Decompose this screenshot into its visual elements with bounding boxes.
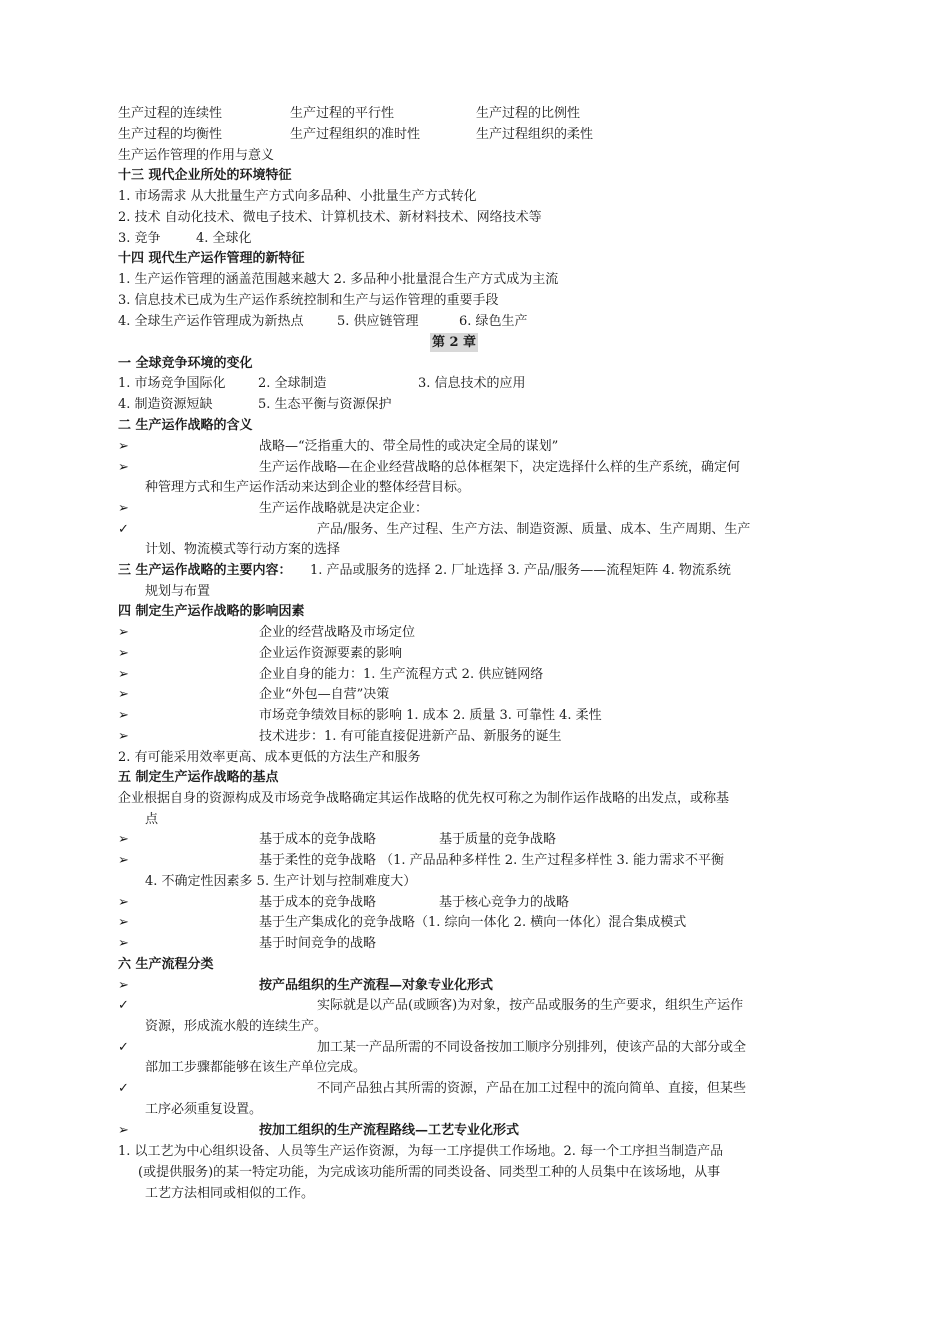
text-line: 2. 全球制造 <box>258 376 327 391</box>
text-line: 生产过程组织的柔性 <box>476 127 594 142</box>
text-line: 3. 竞争 <box>118 231 161 246</box>
text-line: 4. 不确定性因素多 5. 生产计划与控制难度大） <box>145 874 417 889</box>
text-line: 生产运作战略—在企业经营战略的总体框架下，决定选择什么样的生产系统，确定何 <box>259 460 741 475</box>
section-heading: 二 生产运作战略的含义 <box>118 418 253 433</box>
arrow-bullet-icon: ➢ <box>118 915 129 930</box>
text-line: 企业自身的能力：1. 生产流程方式 2. 供应链网络 <box>259 667 544 682</box>
text-line: 计划、物流模式等行动方案的选择 <box>145 542 341 557</box>
text-line: 生产运作管理的作用与意义 <box>118 148 275 163</box>
text-line: 4. 制造资源短缺 <box>118 397 213 412</box>
text-line: 生产过程的比例性 <box>476 106 581 121</box>
arrow-bullet-icon: ➢ <box>118 708 129 723</box>
text-line: 1. 市场需求 从大批量生产方式向多品种、小批量生产方式转化 <box>118 189 477 204</box>
arrow-bullet-icon: ➢ <box>118 687 129 702</box>
text-line: 种管理方式和生产运作活动来达到企业的整体经营目标。 <box>145 480 471 495</box>
text-line: 生产运作战略就是决定企业： <box>259 501 429 516</box>
sub-heading: 按产品组织的生产流程—对象专业化形式 <box>259 978 494 993</box>
text-line: 2. 技术 自动化技术、微电子技术、计算机技术、新材料技术、网络技术等 <box>118 210 542 225</box>
text-line: 市场竞争绩效目标的影响 1. 成本 2. 质量 3. 可靠性 4. 柔性 <box>259 708 602 723</box>
text-line: 技术进步：1. 有可能直接促进新产品、新服务的诞生 <box>259 729 562 744</box>
text-line: 规划与布置 <box>145 584 211 599</box>
check-bullet-icon: ✓ <box>118 998 129 1013</box>
text-line: 3. 信息技术已成为生产运作系统控制和生产与运作管理的重要手段 <box>118 293 499 308</box>
text-line: 不同产品独占其所需的资源，产品在加工过程中的流向简单、直接，但某些 <box>317 1081 747 1096</box>
text-line: 生产过程组织的准时性 <box>290 127 421 142</box>
text-line: 基于时间竞争的战略 <box>259 936 377 951</box>
text-line: 企业根据自身的资源构成及市场竞争战略确定其运作战略的优先权可称之为制作运作战略的出发点，或称基 <box>118 791 730 806</box>
arrow-bullet-icon: ➢ <box>118 978 129 993</box>
section-heading: 四 制定生产运作战略的影响因素 <box>118 604 305 619</box>
text-line: 基于质量的竞争战略 <box>439 832 557 847</box>
text-line: 基于核心竞争力的战略 <box>439 895 570 910</box>
arrow-bullet-icon: ➢ <box>118 895 129 910</box>
text-line: 生产过程的连续性 <box>118 106 223 121</box>
text-line: 1. 产品或服务的选择 2. 厂址选择 3. 产品/服务——流程矩阵 4. 物流系统 <box>310 563 731 578</box>
arrow-bullet-icon: ➢ <box>118 832 129 847</box>
text-line: 企业运作资源要素的影响 <box>259 646 403 661</box>
section-heading: 五 制定生产运作战略的基点 <box>118 770 279 785</box>
section-heading: 十四 现代生产运作管理的新特征 <box>118 251 305 266</box>
arrow-bullet-icon: ➢ <box>118 625 129 640</box>
text-line: 2. 有可能采用效率更高、成本更低的方法生产和服务 <box>118 750 421 765</box>
text-line: 生产过程的平行性 <box>290 106 395 121</box>
text-line: 1. 以工艺为中心组织设备、人员等生产运作资源，为每一工序提供工作场地。2. 每一个工序担当制造产品 <box>118 1144 724 1159</box>
text-line: 工艺方法相同或相似的工作。 <box>145 1186 315 1201</box>
arrow-bullet-icon: ➢ <box>118 439 129 454</box>
text-line: 5. 供应链管理 <box>337 314 419 329</box>
arrow-bullet-icon: ➢ <box>118 646 129 661</box>
text-line: 企业“外包—自营”决策 <box>259 687 390 702</box>
check-bullet-icon: ✓ <box>118 1040 129 1055</box>
text-line: 实际就是以产品(或顾客)为对象，按产品或服务的生产要求，组织生产运作 <box>317 998 744 1013</box>
text-line: 基于成本的竞争战略 <box>259 832 377 847</box>
arrow-bullet-icon: ➢ <box>118 729 129 744</box>
text-line: 6. 绿色生产 <box>459 314 528 329</box>
text-line: 4. 全球化 <box>196 231 252 246</box>
text-line: 企业的经营战略及市场定位 <box>259 625 416 640</box>
arrow-bullet-icon: ➢ <box>118 853 129 868</box>
text-line: 1. 市场竞争国际化 <box>118 376 226 391</box>
text-line: 4. 全球生产运作管理成为新热点 <box>118 314 304 329</box>
section-heading: 十三 现代企业所处的环境特征 <box>118 168 292 183</box>
chapter-title: 第 2 章 <box>431 335 477 350</box>
arrow-bullet-icon: ➢ <box>118 460 129 475</box>
text-line: 1. 生产运作管理的涵盖范围越来越大 2. 多品种小批量混合生产方式成为主流 <box>118 272 559 287</box>
text-line: 3. 信息技术的应用 <box>418 376 526 391</box>
text-line: 产品/服务、生产过程、生产方法、制造资源、质量、成本、生产周期、生产 <box>317 522 751 537</box>
text-line: (或提供服务)的某一特定功能，为完成该功能所需的同类设备、同类型工种的人员集中在该场地，从事 <box>138 1165 721 1180</box>
arrow-bullet-icon: ➢ <box>118 501 129 516</box>
text-line: 点 <box>145 812 159 827</box>
text-line: 资源，形成流水般的连续生产。 <box>145 1019 328 1034</box>
text-line: 工序必须重复设置。 <box>145 1102 263 1117</box>
section-heading: 六 生产流程分类 <box>118 957 214 972</box>
section-heading: 三 生产运作战略的主要内容： <box>118 563 292 578</box>
arrow-bullet-icon: ➢ <box>118 667 129 682</box>
check-bullet-icon: ✓ <box>118 1081 129 1096</box>
sub-heading: 按加工组织的生产流程路线—工艺专业化形式 <box>259 1123 520 1138</box>
text-line: 基于成本的竞争战略 <box>259 895 377 910</box>
arrow-bullet-icon: ➢ <box>118 1123 129 1138</box>
check-bullet-icon: ✓ <box>118 522 129 537</box>
text-line: 加工某一产品所需的不同设备按加工顺序分别排列，使该产品的大部分或全 <box>317 1040 747 1055</box>
text-line: 战略—“泛指重大的、带全局性的或决定全局的谋划” <box>259 439 559 454</box>
section-heading: 一 全球竞争环境的变化 <box>118 356 253 371</box>
text-line: 生产过程的均衡性 <box>118 127 223 142</box>
arrow-bullet-icon: ➢ <box>118 936 129 951</box>
text-line: 基于生产集成化的竞争战略（1. 综向一体化 2. 横向一体化）混合集成模式 <box>259 915 687 930</box>
text-line: 5. 生态平衡与资源保护 <box>258 397 392 412</box>
text-line: 部加工步骤都能够在该生产单位完成。 <box>145 1060 367 1075</box>
text-line: 基于柔性的竞争战略 （1. 产品品种多样性 2. 生产过程多样性 3. 能力需求不平衡 <box>259 853 725 868</box>
